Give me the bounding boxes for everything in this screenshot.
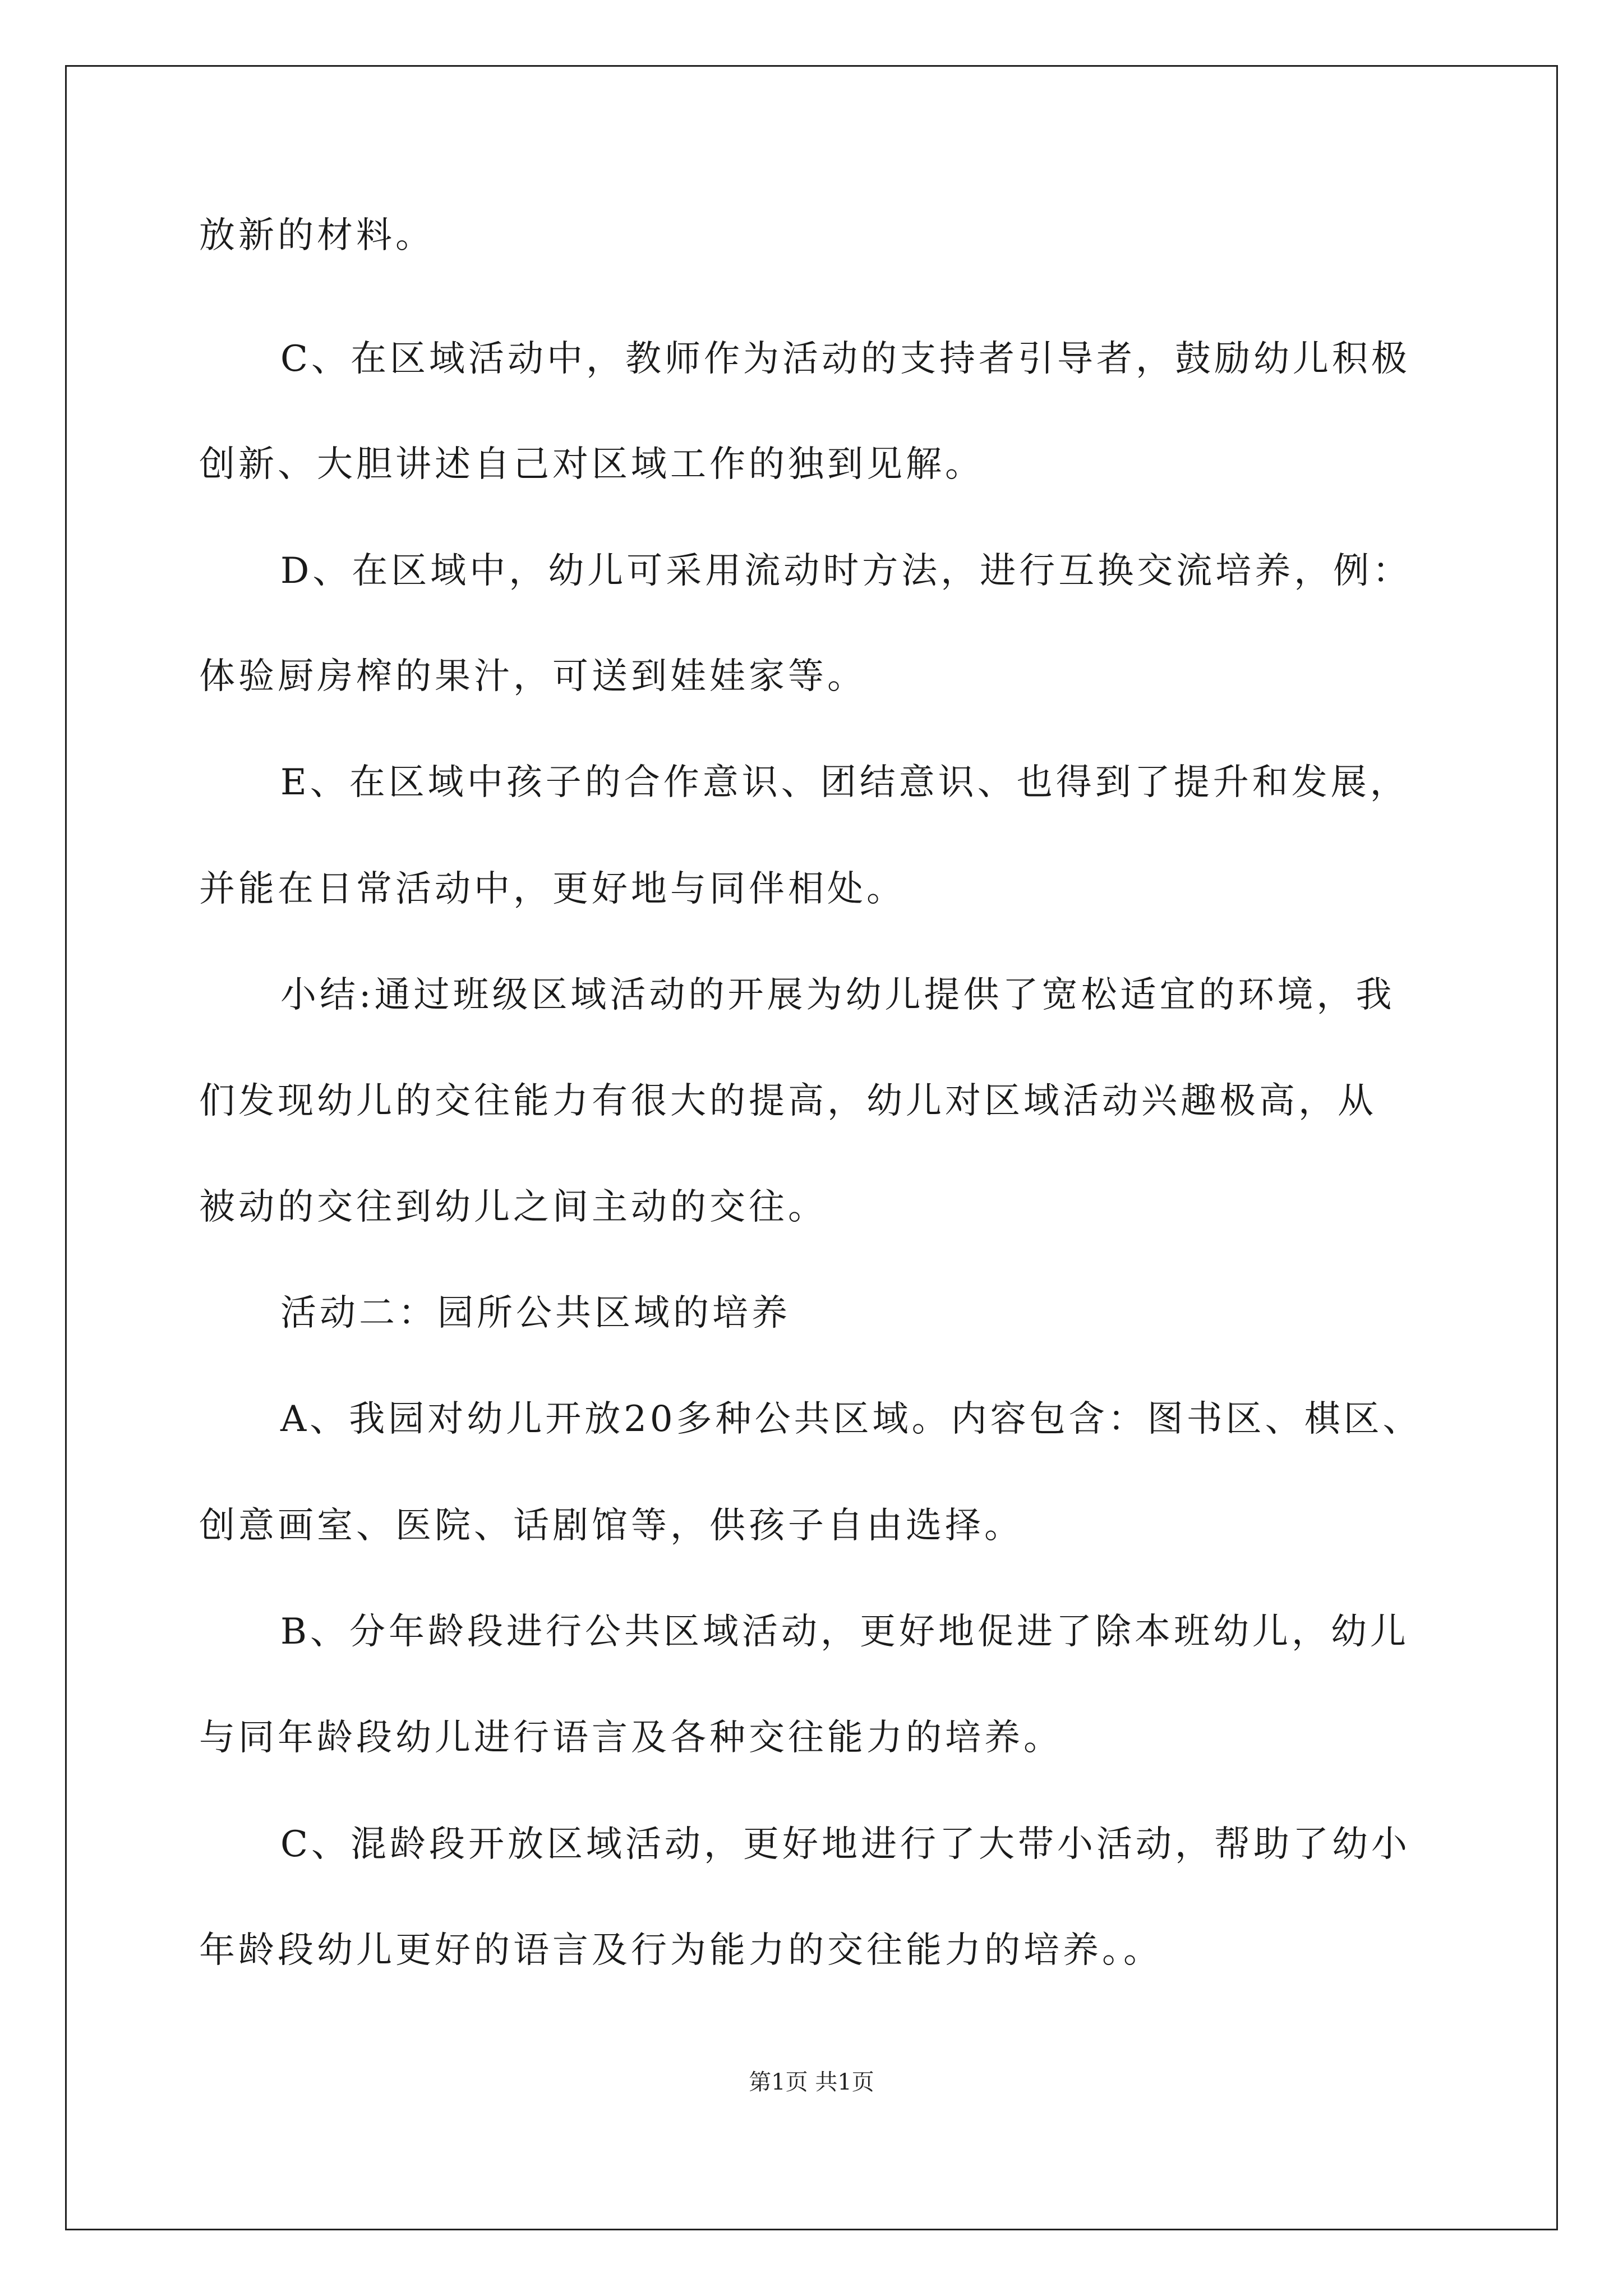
page-number: 第1页 共1页 xyxy=(749,2069,874,2095)
text-line: D、在区域中，幼儿可采用流动时方法，进行互换交流培养，例： xyxy=(280,550,1412,592)
text-line: C、在区域活动中，教师作为活动的支持者引导者，鼓励幼儿积极 xyxy=(280,338,1410,380)
text-line: 与同年龄段幼儿进行语言及各种交往能力的培养。 xyxy=(199,1717,1063,1759)
text-line: 创新、大胆讲述自己对区域工作的独到见解。 xyxy=(199,444,984,485)
text-line: C、混龄段开放区域活动，更好地进行了大带小活动，帮助了幼小 xyxy=(280,1824,1410,1865)
text-line: 年龄段幼儿更好的语言及行为能力的交往能力的培养。。 xyxy=(199,1930,1163,1971)
text-line: E、在区域中孩子的合作意识、团结意识、也得到了提升和发展， xyxy=(280,762,1409,803)
text-line: 们发现幼儿的交往能力有很大的提高，幼儿对区域活动兴趣极高，从 xyxy=(199,1080,1377,1122)
section-heading: 活动二：园所公共区域的培养 xyxy=(280,1292,791,1334)
text-line: 体验厨房榨的果汁，可送到娃娃家等。 xyxy=(199,656,866,697)
text-line: A、我园对幼儿开放20多种公共区域。内容包含：图书区、棋区、 xyxy=(280,1398,1422,1440)
page-border xyxy=(65,65,1558,2230)
text-line: 小结:通过班级区域活动的开展为幼儿提供了宽松适宜的环境，我 xyxy=(280,974,1395,1016)
text-line: 创意画室、医院、话剧馆等，供孩子自由选择。 xyxy=(199,1505,1023,1547)
text-line: B、分年龄段进行公共区域活动，更好地促进了除本班幼儿，幼儿 xyxy=(280,1611,1410,1653)
text-line: 并能在日常活动中，更好地与同伴相处。 xyxy=(199,868,906,910)
text-line: 放新的材料。 xyxy=(199,215,435,256)
text-line: 被动的交往到幼儿之间主动的交往。 xyxy=(199,1186,827,1228)
